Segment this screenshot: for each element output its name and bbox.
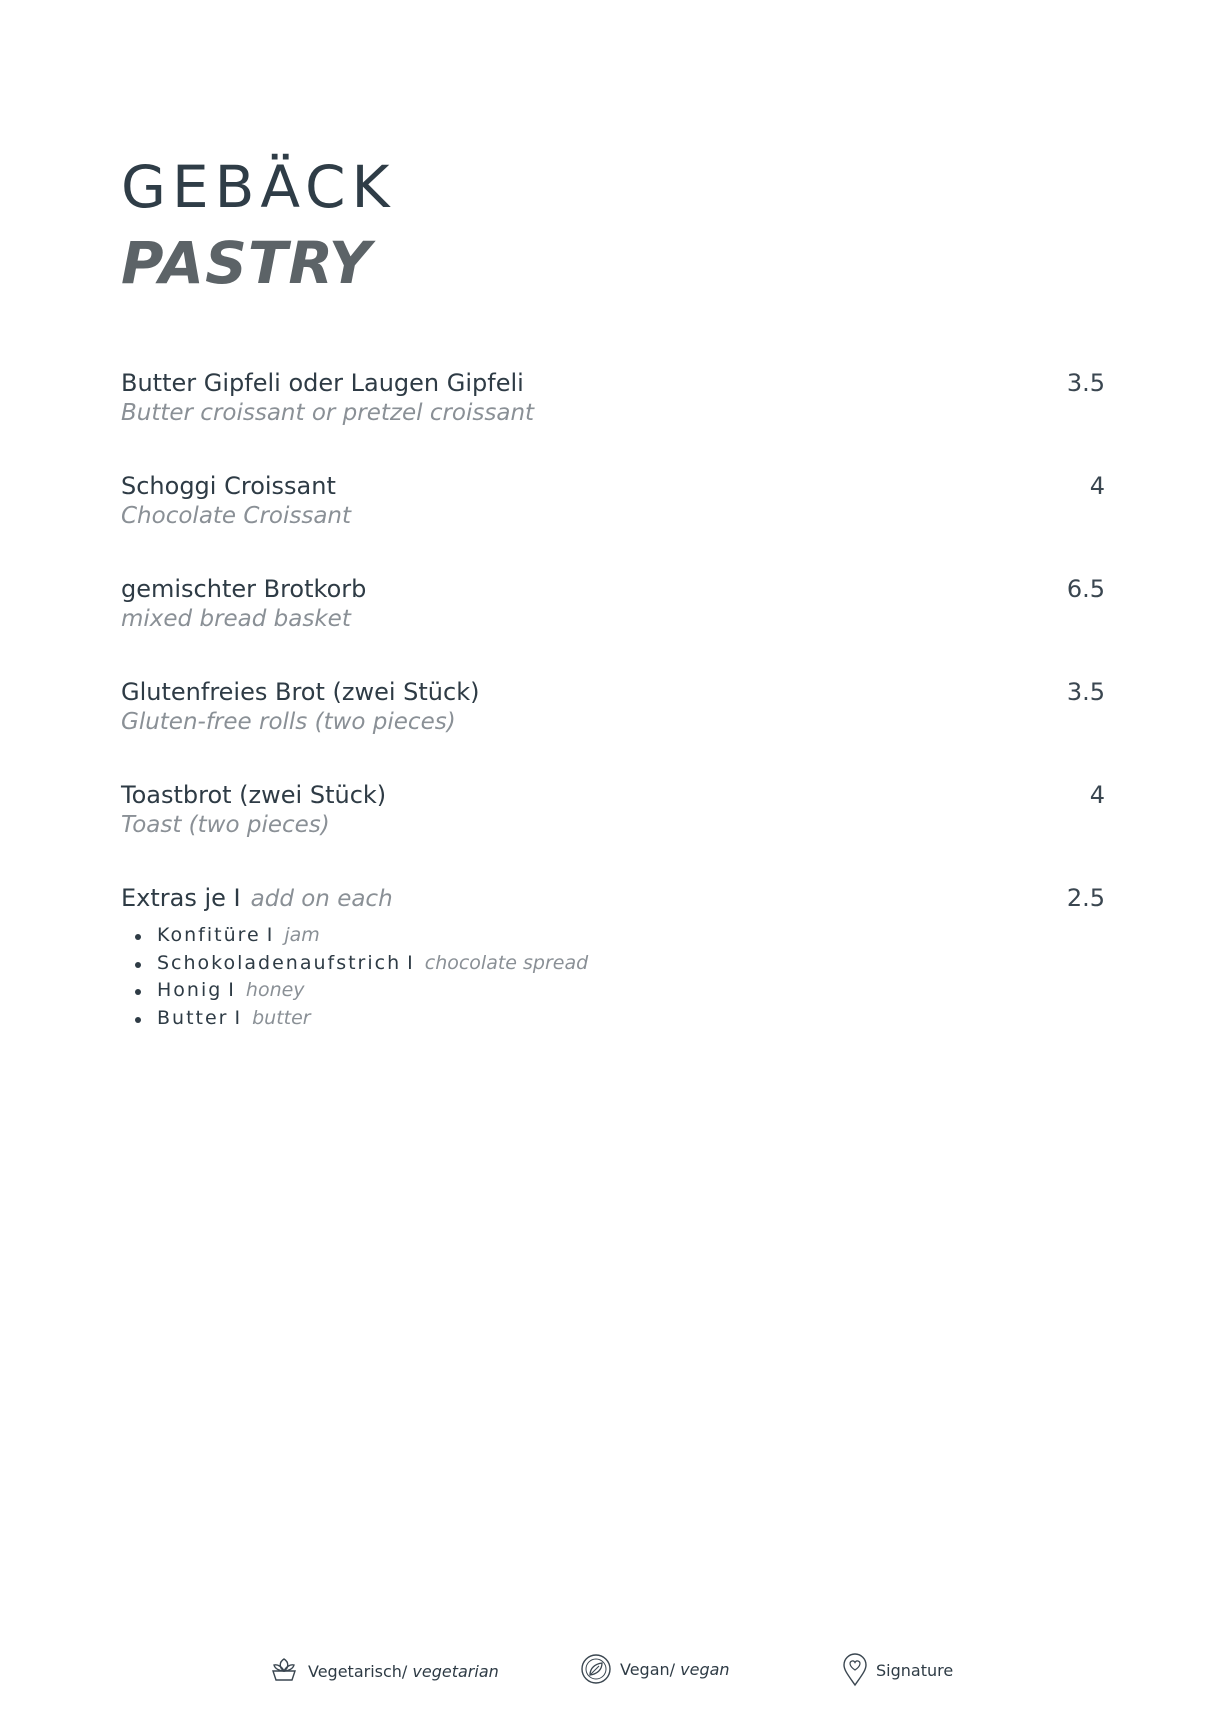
extra-name-de: Butter: [157, 1006, 229, 1029]
extras-heading: [121, 883, 1105, 914]
legend-vegan-de: Vegan/: [620, 1659, 676, 1679]
menu-item: [121, 471, 1105, 574]
extra-name-de: Honig: [157, 979, 223, 1001]
extra-separator: I: [228, 979, 236, 1001]
legend-signature: [842, 1653, 953, 1687]
extras-section: [121, 883, 1105, 1032]
extra-name-en: chocolate spread: [424, 951, 589, 974]
extra-name-en: jam: [284, 924, 320, 946]
extras-list-item: [121, 922, 1105, 950]
menu-item: [121, 780, 1105, 883]
extra-name-de: Konfitüre: [157, 924, 261, 946]
menu-item: [121, 677, 1105, 780]
menu-item: [121, 574, 1105, 677]
item-price: 4: [1089, 472, 1105, 500]
item-name-en: Gluten-free rolls (two pieces): [121, 709, 456, 735]
extra-name-en: honey: [245, 979, 305, 1001]
legend-vegan: [580, 1653, 730, 1685]
item-name-de: gemischter Brotkorb: [121, 575, 367, 603]
extras-list-item: [121, 977, 1105, 1005]
legend: [0, 1657, 1222, 1697]
section-title: GEBÄCK: [121, 153, 396, 221]
extra-name-en: butter: [252, 1006, 311, 1029]
item-name-de: Butter Gipfeli oder Laugen Gipfeli: [121, 369, 524, 397]
extras-list: [121, 922, 1105, 1032]
item-name-en: Chocolate Croissant: [121, 503, 352, 529]
section-subtitle: PASTRY: [121, 229, 372, 297]
legend-vegetarian: [268, 1657, 499, 1685]
item-name-en: Butter croissant or pretzel croissant: [121, 400, 535, 426]
vegetarian-leaf-icon: [268, 1657, 300, 1685]
extra-separator: I: [266, 924, 275, 946]
extras-price: 2.5: [1066, 884, 1105, 912]
item-name-en: Toast (two pieces): [121, 812, 330, 838]
item-name-de: Toastbrot (zwei Stück): [121, 781, 387, 809]
menu-item: [121, 368, 1105, 471]
menu-items: [121, 368, 1105, 1032]
item-price: 3.5: [1066, 369, 1105, 397]
item-price: 3.5: [1066, 678, 1105, 706]
item-name-de: Glutenfreies Brot (zwei Stück): [121, 678, 480, 706]
extra-separator: I: [407, 951, 415, 974]
legend-vegan-en: vegan: [680, 1659, 730, 1679]
legend-vegetarian-de: Vegetarisch/: [308, 1661, 408, 1681]
item-price: 4: [1089, 781, 1105, 809]
extras-label-de: Extras je I: [121, 884, 241, 912]
item-name-en: mixed bread basket: [121, 606, 351, 632]
extras-list-item: [121, 950, 1105, 978]
extra-name-de: Schokoladenaufstrich: [157, 951, 402, 974]
extras-label-en: add on each: [250, 886, 393, 912]
item-price: 6.5: [1066, 575, 1105, 603]
extra-separator: I: [234, 1006, 243, 1029]
extras-list-item: [121, 1005, 1105, 1033]
legend-vegetarian-en: vegetarian: [412, 1661, 499, 1681]
item-name-de: Schoggi Croissant: [121, 472, 336, 500]
vegan-leaf-circle-icon: [580, 1653, 612, 1685]
signature-heart-pin-icon: [842, 1653, 868, 1687]
legend-signature-label: Signature: [876, 1660, 954, 1680]
